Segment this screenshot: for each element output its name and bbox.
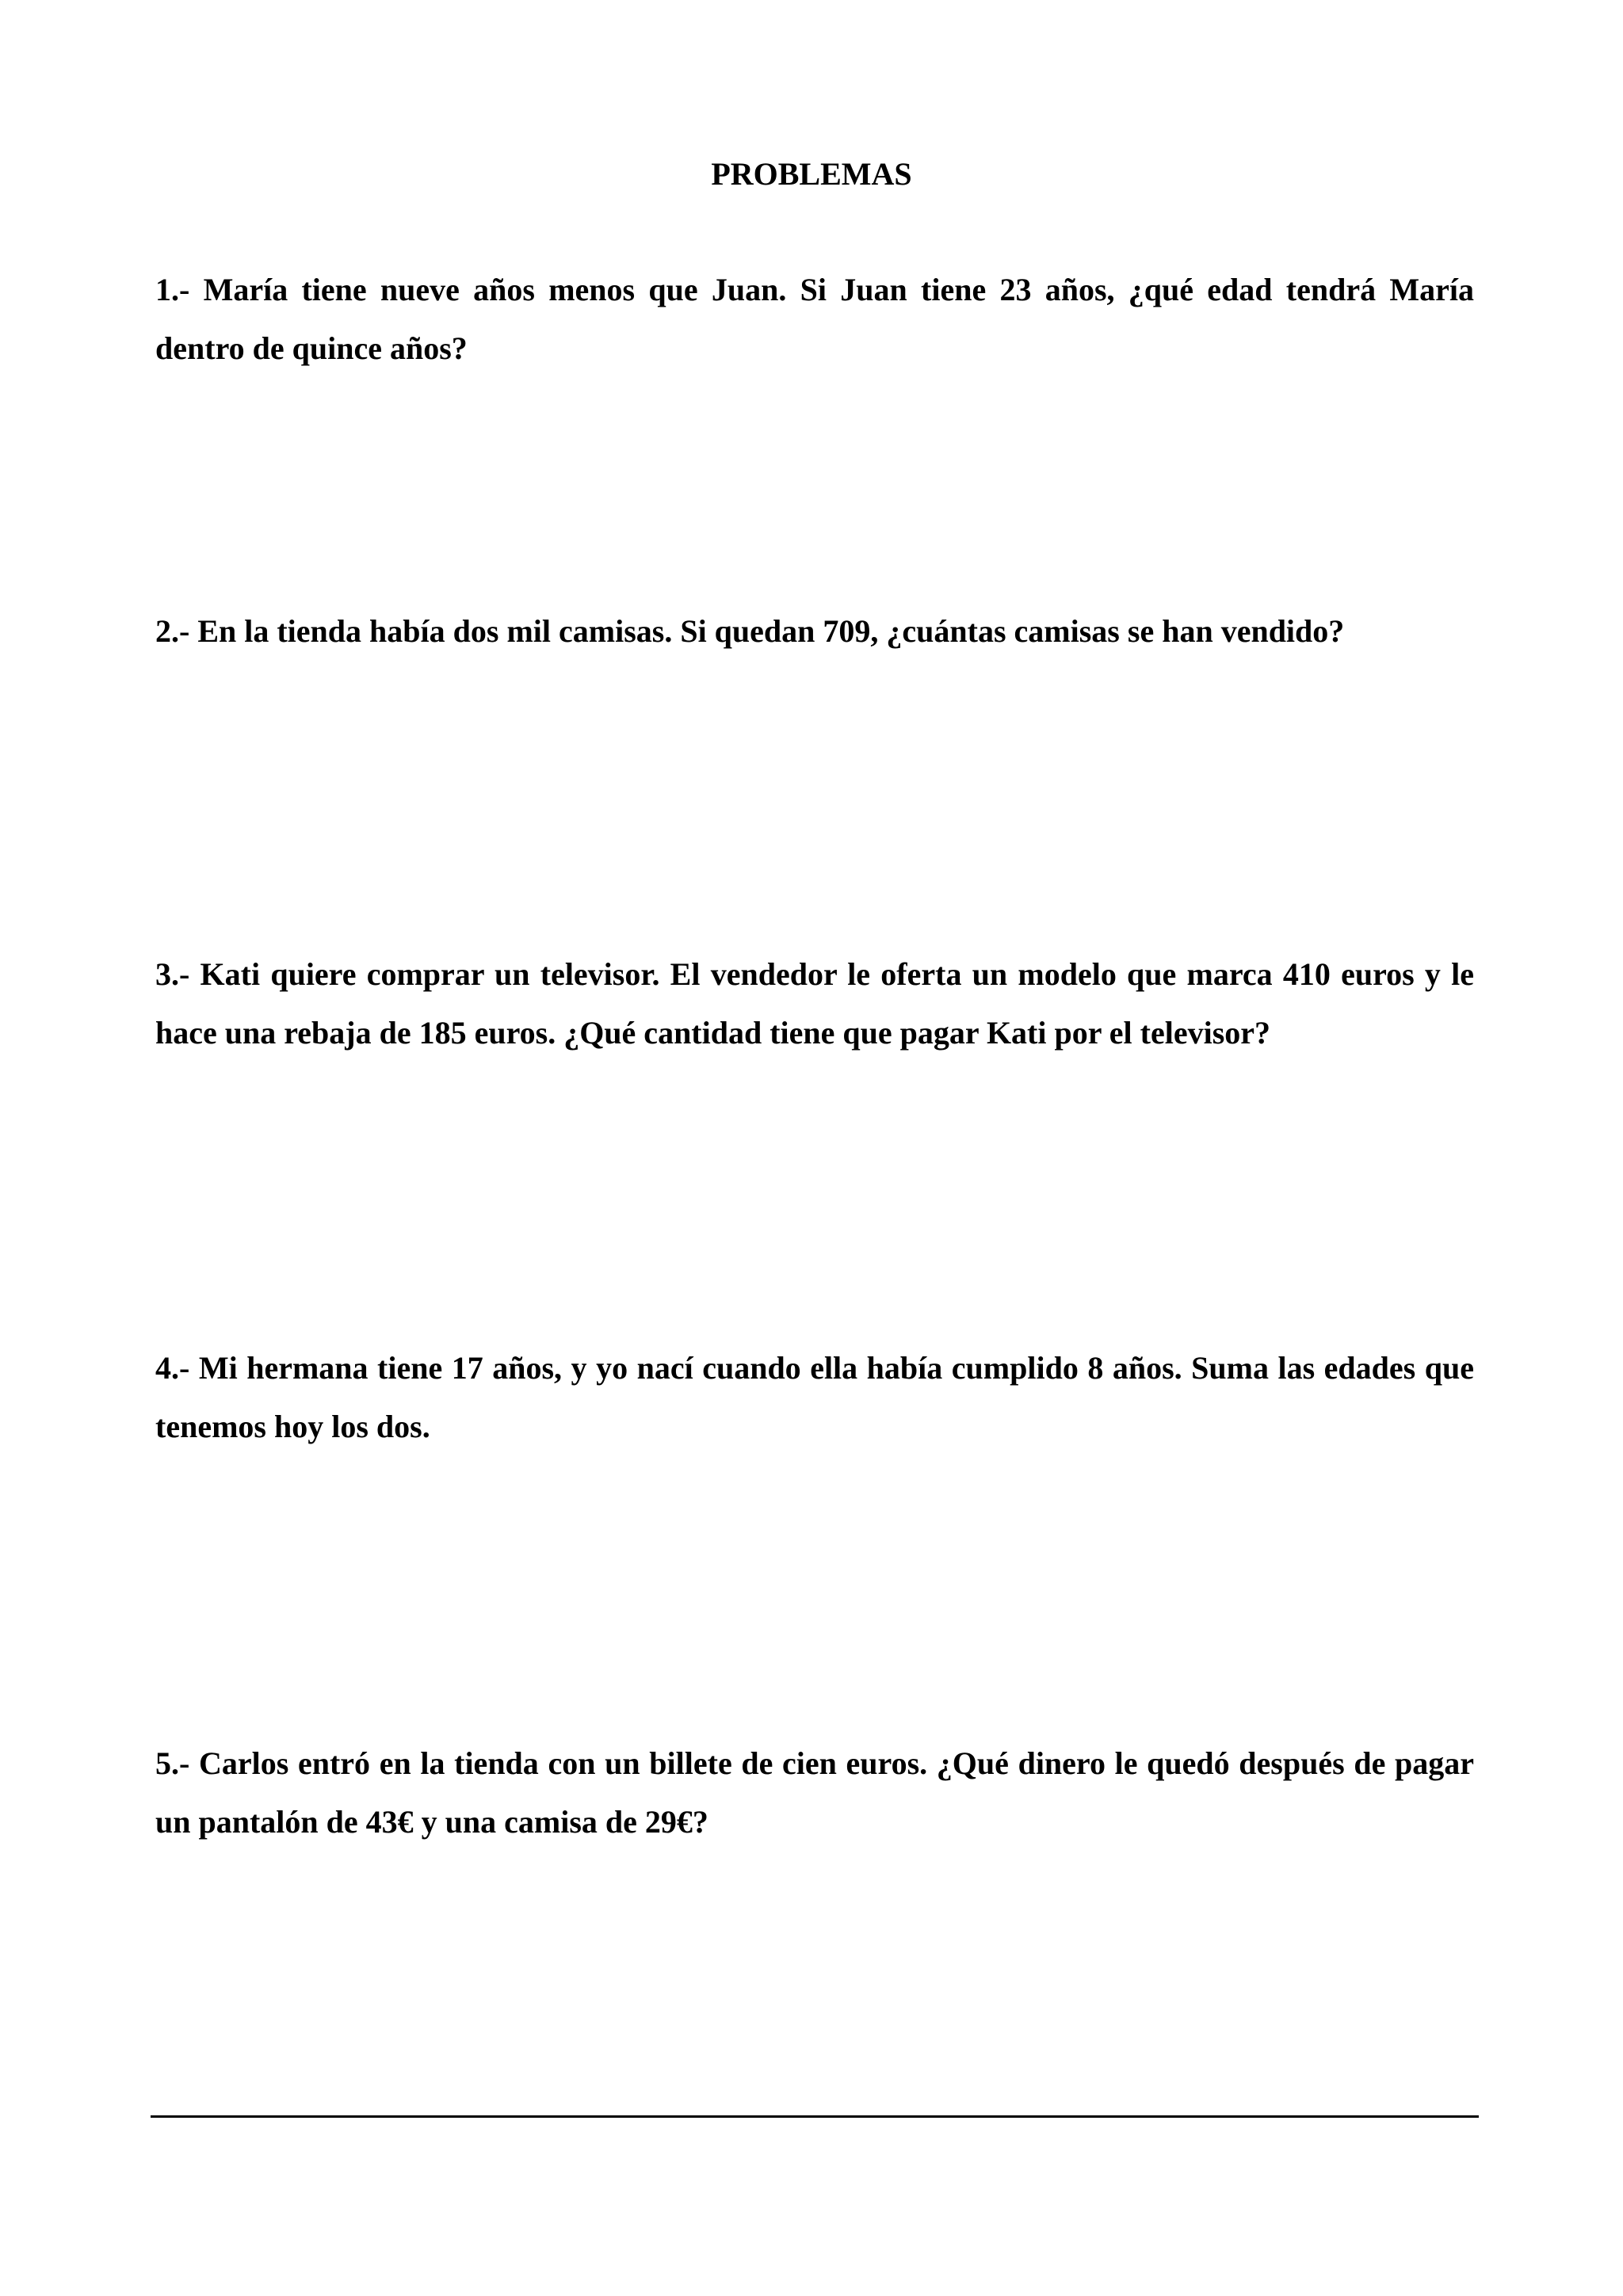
problem-3: 3.- Kati quiere comprar un televisor. El vendedor le oferta un modelo que marca 410 euros y le hace una rebaja de 185 euros. ¿Qué cantidad tiene que pagar Kati por el televisor? bbox=[155, 956, 1474, 1051]
problem-4: 4.- Mi hermana tiene 17 años, y yo nací cuando ella había cumplido 8 años. Suma las edades que tenemos hoy los dos. bbox=[155, 1350, 1474, 1444]
problem-1: 1.- María tiene nueve años menos que Juan. Si Juan tiene 23 años, ¿qué edad tendrá María dentro de quince años? bbox=[155, 272, 1474, 366]
problem-2: 2.- En la tienda había dos mil camisas. Si quedan 709, ¿cuántas camisas se han vendido? bbox=[155, 613, 1345, 649]
footer-divider bbox=[151, 2115, 1479, 2118]
problem-5: 5.- Carlos entró en la tienda con un billete de cien euros. ¿Qué dinero le quedó después de pagar un pantalón de 43€ y una camisa de 29€? bbox=[155, 1745, 1474, 1840]
page-title: PROBLEMAS bbox=[711, 156, 912, 192]
